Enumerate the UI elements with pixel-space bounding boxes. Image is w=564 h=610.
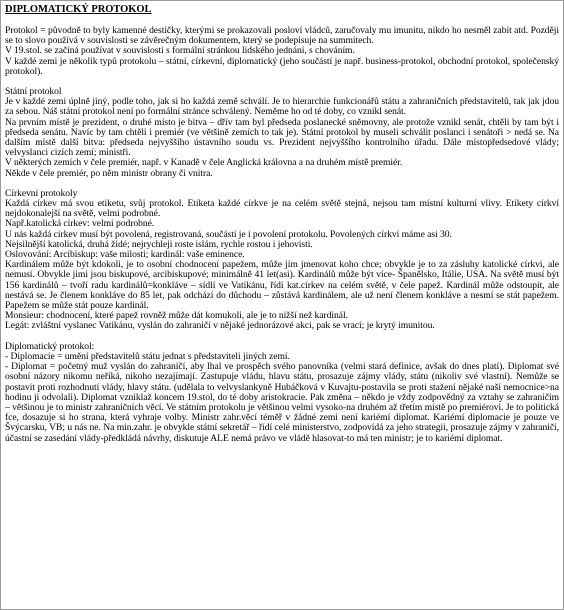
section-paragraph: Monsieur: chodnocení, které papež rovněž může dát komukoli, ale je to nižší než kardinál. [5,310,348,322]
section-paragraph: V některých zemích v čele premiér, např. v Kanadě v čele Anglická královna a na druhém místě premiér. [5,157,403,169]
section-paragraph: Na prvním místě je prezident, o druhé místo je bitva – dřív tam byl předseda poslanecké sněmovny, ale protože vznikl senát, chtěli by tam být i předseda senátu. Navíc by tam chtěli i premiér (ve většině zemích to tak je). Státní protokol by museli schválit poslanci i senátoři > nedá se. Na dalším místě další bitva: předseda nejvyššího ústavního soudu vs. Prezident nejvyššího kontrolního úřadu. Dále místopředsedové vlády; velvyslanci cizích zemí; ministři. [5,116,559,159]
section-paragraph: U nás každá církev musí být povolená, registrovaná, součástí je i povolení protokolu. Povolených církví máme asi 30. [5,228,452,240]
intro-paragraph: Protokol = původně to byly kamenné destičky, kterými se prokazovali posloví vládců, zaručovaly mu imunitu, nikdo ho nesměl zabít atd. Později se to slovo používá v souvislosti se závěrečným dokumentem, který se podepisuje na summitech. [5,25,559,47]
section-paragraph: Kardinálem může být kdokoli, je to osobní chodnocení papežem, může jím jmenovat koho chce; obvykle je to za zásluhy katolické církvi, ale nemusí. Obvykle jimi jsou biskupové, arcibiskupové; minimálně 41 let(asi). Kardinálů může být více- Španělsko, Itálie, USA. Na světě musí být 156 kardinálů – tvoří radu kardinálů=konkláve – sídlí ve Vatikánu, řídí kat.církev na celém světě, v čele papež. Kardinál může odstoupit, ale nestává se. Je členem konkláve do 85 let, pak odchází do důchodu – zůstává kardinálem, ale už není členem konkláve a nesmí se stát papežem. Papežem se může stát pouze kardinál. [5,259,559,312]
section-paragraph: - Diplomat = početný muž vyslán do zahraničí, aby lhal ve prospěch svého panovníka (velmi stará definice, avšak do dnes platí). Diplomat své osobní názory nikomu neříká, nikoho nezajímají. Zastupuje vládu, hlavu státu, prosazuje zájmy vlády, státu (nikoliv své vlastní). Nemůže se postavit proti rozhodnutí vlády, hlavy státu. (udělala to velvyslankyně Hubáčková v Kuvajtu-postavila se proti stažení nějaké naší nemocnice>na hodinu ji odvolali). Diplomat vzniklaž koncem 19.stol, do té doby aristokracie. Pak změna – někdo je vždy zodpovědný za vztahy se zahraničím – většinou je to ministr zahraničních věcí. Ve státním protokolu je většinou velmi vysoko-na druhém až třetím místě po premiérovi. Je to politická fce, dosazuje si ho strana, která vyhraje volby. Ministr zahr.věcí téměř v žádné zemi není kariémí diplomat. Kariémí diplomacie je pouze ve Švýcarsku, VB; u nás ne. Na min.zahr. je obvykle státní sekretář – řídí celé ministerstvo, zodpovídá za jeho strategii, prosazuje zájmy v zahraničí, účastní se zasedání vlády-předkládá návrhy, diskutuje ALE nemá právo ve vládě hlasovat-to má ten ministr; je to kariémí diplomat. [5,361,559,444]
section-paragraph: Např.katolická církev: velmi podrobné. [5,218,155,230]
section-heading: Státní protokol [5,86,62,98]
section-paragraph: Oslovování: Arcibiskup: vaše milosti; kardinál: vaše eminence. [5,249,245,261]
section-paragraph: - Diplomacie = umění představitelů státu jednat s představiteli jiných zemí. [5,350,290,362]
section-paragraph: Nejsilnější katolická, druhá židé; nejrychleji roste islám, rychle rostou i jehovisti. [5,238,313,250]
intro-section [5,26,559,77]
section-heading: Diplomatický protokol: [5,340,95,352]
intro-paragraph: V každé zemi je několik typů protokolu – státní, církevní, diplomatický (jeho součástí je např. business-protokol, obchodní protokol, společenský protokol). [5,55,559,77]
intro-paragraph: V 19.stol. se začíná používat v souvislosti s formální stránkou lidského jednání, s chováním. [5,45,355,57]
section-paragraph: Někde v čele premiér, po něm ministr obrany či vnitra. [5,167,213,179]
section-diplomatic-protocol [5,342,559,444]
section-state-protocol [5,87,559,179]
document-title: DIPLOMATICKÝ PROTOKOL [5,4,152,15]
section-heading: Církevní protokoly [5,187,78,199]
section-paragraph: Legát: zvláštní vyslanec Vatikánu, vyslán do zahraničí v nějaké jednorázové akci, pak se vrací; je krytý imunitou. [5,320,435,332]
section-church-protocols [5,189,559,332]
section-paragraph: Každá církev má svou etiketu, svůj protokol. Etiketa každé církve je na celém světě stejná, nejsou tam místní kulturní vlivy. Etikety církví nejdokonalejší na světě, velmi podrobné. [5,198,559,220]
section-paragraph: Je v každé zemi úplně jiný, podle toho, jak si ho každá země schválí. Je to hierarchie funkcionářů státu a zahraničních představitelů, tak jak jdou za sebou. Náš státní protokol není po formální stránce schválený. Neměme ho od té doby, co vznikl senát. [5,96,559,118]
